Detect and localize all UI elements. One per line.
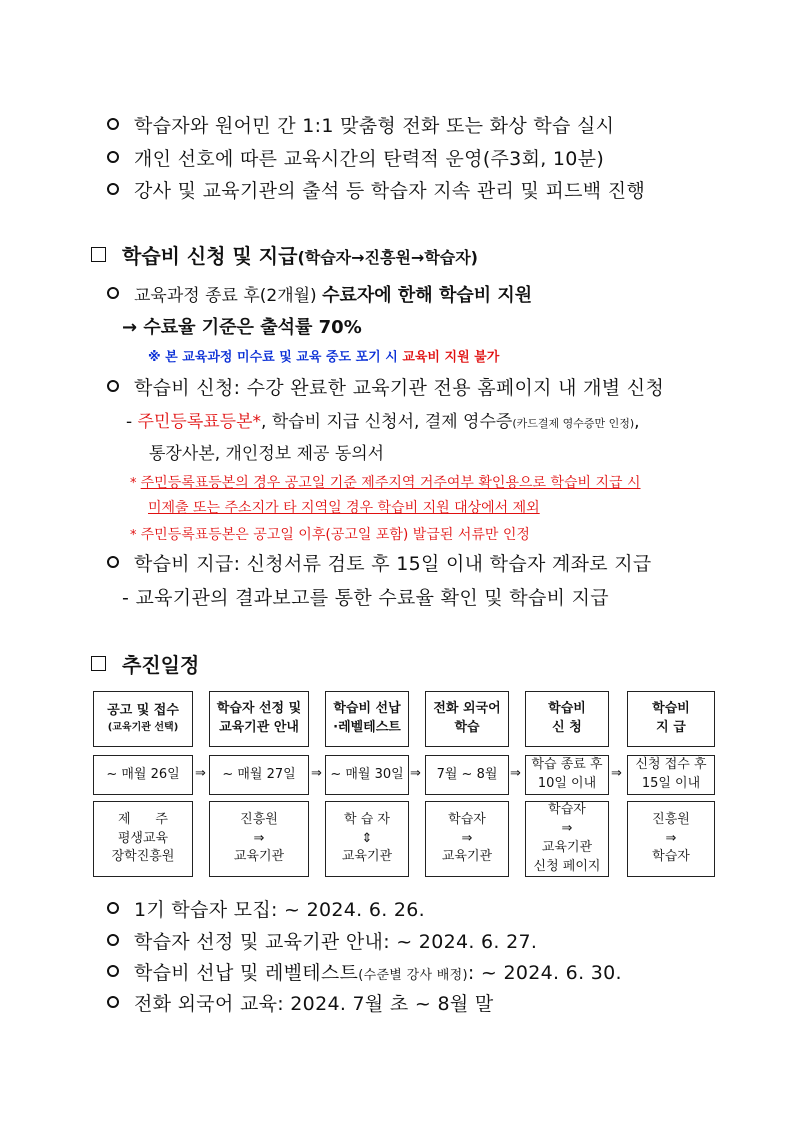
step-title-box bbox=[209, 691, 309, 747]
section-square-icon bbox=[91, 656, 106, 671]
step-actor-box bbox=[525, 801, 609, 877]
asterisk-icon: * bbox=[130, 476, 141, 491]
bullet-icon bbox=[107, 183, 119, 195]
step-title-box bbox=[525, 691, 609, 747]
footnote-1-line-1: 주민등록표등본의 경우 공고일 기준 제주지역 거주여부 확인용으로 학습비 지급 시 bbox=[140, 475, 641, 491]
warning-note-red: 교육비 지원 불가 bbox=[402, 350, 500, 365]
schedule-item-1: 1기 학습자 모집: ~ 2024. 6. 26. bbox=[134, 899, 426, 921]
footnote-2 bbox=[130, 524, 530, 544]
step-actor: 교육기관 bbox=[441, 849, 493, 865]
bullet-icon bbox=[107, 151, 119, 163]
schedule-heading: 추진일정 bbox=[122, 653, 200, 677]
warning-note bbox=[148, 346, 499, 365]
step-date-box bbox=[93, 755, 193, 795]
step-actor: 교육기관 bbox=[233, 849, 285, 865]
docs-rest: , 학습비 지급 신청서, 결제 영수증 bbox=[261, 412, 513, 432]
step-date: ~ 매월 30일 bbox=[330, 766, 404, 782]
flow-arrow-icon: ⇒ bbox=[195, 766, 206, 781]
step-date-box bbox=[627, 755, 715, 795]
step-subtitle: 지 급 bbox=[656, 720, 686, 735]
schedule-item-3 bbox=[134, 958, 622, 985]
step-date-box bbox=[209, 755, 309, 795]
step-actor: 장학진흥원 bbox=[111, 849, 175, 865]
tuition-heading bbox=[122, 240, 478, 269]
step-date: 학습 종료 후 bbox=[531, 757, 603, 773]
step-date: ~ 매월 27일 bbox=[222, 766, 296, 782]
schedule-item-3-tail: : ~ 2024. 6. 30. bbox=[467, 962, 622, 984]
footnote-2-text: 주민등록표등본은 공고일 이후(공고일 포함) 발급된 서류만 인정 bbox=[140, 527, 530, 543]
step-date-sub: 15일 이내 bbox=[641, 776, 701, 791]
flow-arrow-icon: ⇒ bbox=[461, 830, 473, 846]
step-subtitle: 교육기관 안내 bbox=[219, 720, 299, 735]
bullet-icon bbox=[107, 965, 119, 977]
flow-arrow-icon: ⇒ bbox=[410, 766, 421, 781]
step-actor-box bbox=[209, 801, 309, 877]
step-title: 학습비 선납 bbox=[333, 701, 401, 717]
step-title: 전화 외국어 bbox=[433, 701, 501, 717]
step-actor: 학 습 자 bbox=[344, 811, 390, 827]
tuition-item-2: 학습비 신청: 수강 완료한 교육기관 전용 홈페이지 내 개별 신청 bbox=[134, 377, 665, 399]
step-subtitle: 학습 bbox=[454, 720, 480, 735]
step-date: 7월 ~ 8월 bbox=[436, 766, 498, 782]
step-actor-box bbox=[425, 801, 509, 877]
bullet-icon bbox=[107, 287, 119, 299]
footnote-1-line-2: 미제출 또는 주소지가 타 지역일 경우 학습비 지원 대상에서 제외 bbox=[148, 500, 540, 516]
bullet-icon bbox=[107, 380, 119, 392]
step-actor: 신청 페이지 bbox=[533, 858, 601, 874]
step-actor: 학습자 bbox=[652, 849, 690, 865]
docs-small-note: (카드결제 영수증만 인정) bbox=[512, 417, 635, 430]
docs-tail: , bbox=[634, 412, 640, 432]
flow-arrow-icon: ⇒ bbox=[665, 830, 677, 846]
step-actor: 교육기관 bbox=[541, 840, 593, 855]
resident-register-doc: 주민등록표등본* bbox=[137, 412, 262, 432]
step-actor: 학습자 bbox=[448, 811, 486, 827]
tuition-item-3: 학습비 지급: 신청서류 검토 후 15일 이내 학습자 계좌로 지급 bbox=[134, 553, 652, 575]
step-title: 공고 및 접수 bbox=[107, 703, 179, 719]
flow-arrow-icon: ⇒ bbox=[253, 830, 265, 846]
bidirectional-arrow-icon: ⇕ bbox=[361, 830, 373, 846]
required-docs-line-1 bbox=[126, 407, 640, 432]
step-title-box bbox=[93, 691, 193, 747]
bullet-icon bbox=[107, 118, 119, 130]
step-actor: 교육기관 bbox=[341, 849, 393, 865]
tuition-heading-flow: (학습자→진흥원→학습자) bbox=[297, 248, 478, 267]
flow-arrow-icon: ⇒ bbox=[611, 766, 622, 781]
step-actor: 평생교육 bbox=[117, 830, 169, 846]
tuition-item-1-bold: 수료자에 한해 학습비 지원 bbox=[322, 285, 533, 306]
flow-arrow-icon: ⇒ bbox=[510, 766, 521, 781]
step-actor: 제 주 bbox=[118, 811, 168, 827]
tuition-heading-title: 학습비 신청 및 지급 bbox=[122, 244, 298, 268]
step-title: 학습비 bbox=[652, 701, 690, 717]
bullet-icon bbox=[107, 996, 119, 1008]
step-actor: 진흥원 bbox=[652, 811, 690, 827]
required-docs-line-2: 통장사본, 개인정보 제공 동의서 bbox=[149, 444, 385, 464]
schedule-item-3-small: (수준별 강사 배정) bbox=[358, 968, 468, 983]
tuition-item-1-prefix: 교육과정 종료 후(2개월) bbox=[134, 286, 323, 306]
warning-note-blue: ※ 본 교육과정 미수료 및 교육 중도 포기 시 bbox=[148, 350, 403, 365]
step-date-box bbox=[425, 755, 509, 795]
step-actor: 진흥원 bbox=[240, 811, 278, 827]
intro-item-1: 학습자와 원어민 간 1:1 맞춤형 전화 또는 화상 학습 실시 bbox=[134, 115, 615, 137]
schedule-item-2: 학습자 선정 및 교육기관 안내: ~ 2024. 6. 27. bbox=[134, 931, 538, 953]
step-date: ~ 매월 26일 bbox=[106, 766, 180, 782]
step-subtitle: 신 청 bbox=[552, 720, 582, 735]
step-date-box bbox=[525, 755, 609, 795]
step-date-box bbox=[325, 755, 409, 795]
step-title: 학습비 bbox=[548, 701, 586, 717]
schedule-item-3-main: 학습비 선납 및 레벨테스트 bbox=[134, 962, 359, 984]
step-actor: 학습자 bbox=[548, 802, 586, 818]
flow-arrow-icon: ⇒ bbox=[561, 821, 573, 837]
step-actor-box bbox=[325, 801, 409, 877]
step-subtitle: (교육기관 선택) bbox=[107, 722, 179, 734]
step-subtitle: ·레벨테스트 bbox=[333, 720, 401, 735]
intro-item-2: 개인 선호에 따른 교육시간의 탄력적 운영(주3회, 10분) bbox=[134, 148, 605, 170]
step-title: 학습자 선정 및 bbox=[216, 701, 302, 717]
step-title-box bbox=[627, 691, 715, 747]
step-title-box bbox=[325, 691, 409, 747]
schedule-item-4: 전화 외국어 교육: 2024. 7월 초 ~ 8월 말 bbox=[134, 993, 494, 1015]
step-date: 신청 접수 후 bbox=[635, 757, 707, 773]
intro-item-3: 강사 및 교육기관의 출석 등 학습자 지속 관리 및 피드백 진행 bbox=[134, 180, 646, 202]
completion-rate-line: → 수료율 기준은 출석률 70% bbox=[122, 317, 362, 338]
bullet-icon bbox=[107, 934, 119, 946]
flow-arrow-icon: ⇒ bbox=[311, 766, 322, 781]
step-date-sub: 10일 이내 bbox=[537, 776, 597, 791]
step-actor-box bbox=[627, 801, 715, 877]
bullet-icon bbox=[107, 556, 119, 568]
step-actor-box bbox=[93, 801, 193, 877]
asterisk-icon: * bbox=[130, 528, 141, 543]
footnote-1 bbox=[130, 472, 641, 492]
section-square-icon bbox=[91, 247, 106, 262]
step-title-box bbox=[425, 691, 509, 747]
tuition-item-3-sub: - 교육기관의 결과보고를 통한 수료율 확인 및 학습비 지급 bbox=[122, 587, 609, 609]
dash-mark: - bbox=[126, 412, 138, 432]
bullet-icon bbox=[107, 902, 119, 914]
tuition-item-1 bbox=[134, 281, 532, 307]
